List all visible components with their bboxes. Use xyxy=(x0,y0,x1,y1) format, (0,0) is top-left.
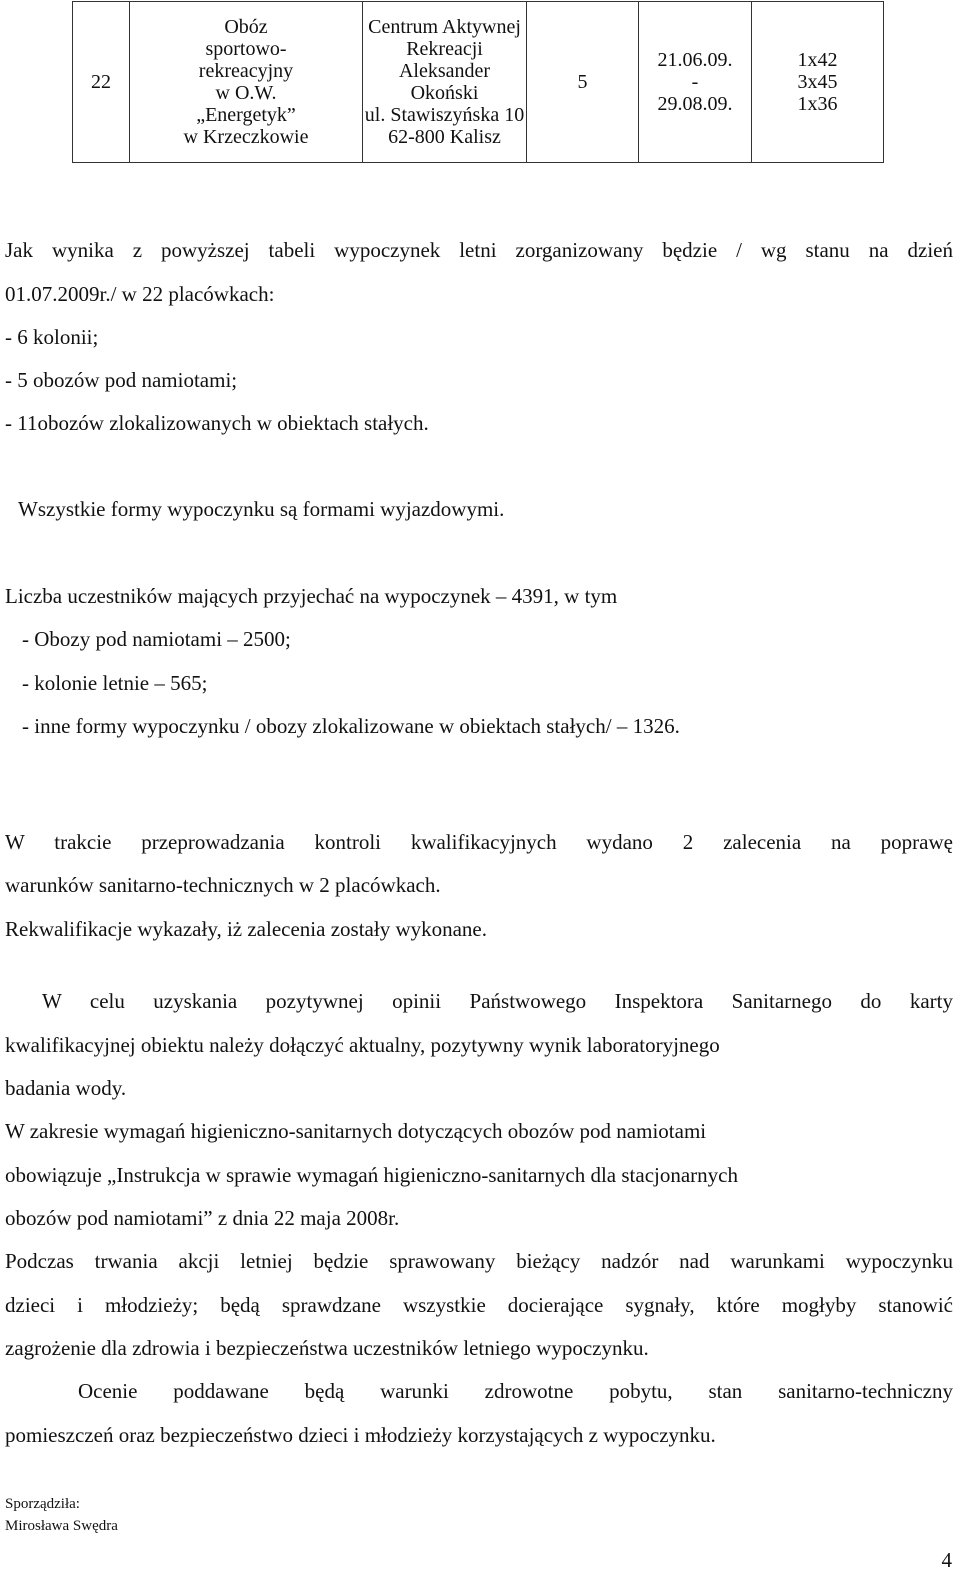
page-number: 4 xyxy=(941,1548,952,1572)
signature-name: Mirosława Swędra xyxy=(5,1518,118,1534)
control-line-3: Rekwalifikacje wykazały, iż zalecenia zostały wykonane. xyxy=(5,917,487,941)
intro-line-1: Jak wynika z powyższej tabeli wypoczynek letni zorganizowany będzie / wg stanu na dzień xyxy=(5,238,953,262)
during-line-1: Podczas trwania akcji letniej będzie sprawowany bieżący nadzór nad warunkami wypoczynku xyxy=(5,1249,953,1273)
list-item: - 6 kolonii; xyxy=(5,325,99,349)
participants-text: Liczba uczestników mających przyjechać na wypoczynek – 4391, w tym xyxy=(5,584,618,608)
list-item: - 5 obozów pod namiotami; xyxy=(5,368,238,392)
list-item: - inne formy wypoczynku / obozy zlokalizowane w obiektach stałych/ – 1326. xyxy=(22,714,680,738)
all-forms-text: Wszystkie formy wypoczynku są formami wyjazdowymi. xyxy=(18,497,505,521)
list-item: - 11obozów zlokalizowanych w obiektach stałych. xyxy=(5,411,429,435)
table-cell-dates: 21.06.09. - 29.08.09. xyxy=(639,2,752,163)
signature-label: Sporządziła: xyxy=(5,1496,80,1512)
control-line-2: warunków sanitarno-technicznych w 2 placówkach. xyxy=(5,873,441,897)
control-line-1: W trakcie przeprowadzania kontroli kwalifikacyjnych wydano 2 zalecenia na poprawę xyxy=(5,830,953,854)
list-item: - kolonie letnie – 565; xyxy=(22,671,208,695)
table-cell-count: 5 xyxy=(527,2,639,163)
camps-table xyxy=(72,1,884,163)
opinion-line-1: W celu uzyskania pozytywnej opinii Państwowego Inspektora Sanitarnego do karty xyxy=(42,989,953,1013)
during-line-2: dzieci i młodzieży; będą sprawdzane wszystkie docierające sygnały, które mogłyby stanowić xyxy=(5,1293,953,1317)
assess-line-2: pomieszczeń oraz bezpieczeństwo dzieci i młodzieży korzystających z wypoczynku. xyxy=(5,1423,716,1447)
signature-block xyxy=(5,1493,118,1537)
scope-line-2: obowiązuje „Instrukcja w sprawie wymagań higieniczno-sanitarnych dla stacjonarnych xyxy=(5,1163,738,1187)
table-cell-number: 22 xyxy=(73,2,130,163)
intro-line-2: 01.07.2009r./ w 22 placówkach: xyxy=(5,282,275,306)
during-line-3: zagrożenie dla zdrowia i bezpieczeństwa uczestników letniego wypoczynku. xyxy=(5,1336,649,1360)
assess-line-1: Ocenie poddawane będą warunki zdrowotne pobytu, stan sanitarno-techniczny xyxy=(78,1379,953,1403)
scope-line-1: W zakresie wymagań higieniczno-sanitarnych dotyczących obozów pod namiotami xyxy=(5,1119,707,1143)
opinion-line-2: kwalifikacyjnej obiektu należy dołączyć aktualny, pozytywny wynik laboratoryjnego xyxy=(5,1033,720,1057)
scope-line-3: obozów pod namiotami” z dnia 22 maja 2008r. xyxy=(5,1206,400,1230)
table-row xyxy=(73,2,884,163)
opinion-line-3: badania wody. xyxy=(5,1076,127,1100)
table-cell-organizer: Centrum Aktywnej Rekreacji Aleksander Okoński ul. Stawiszyńska 10 62-800 Kalisz xyxy=(363,2,527,163)
table-cell-name: Obóz sportowo- rekreacyjny w O.W. „Energetyk” w Krzeczkowie xyxy=(130,2,363,163)
table-cell-turns: 1x42 3x45 1x36 xyxy=(752,2,884,163)
list-item: - Obozy pod namiotami – 2500; xyxy=(22,627,291,651)
